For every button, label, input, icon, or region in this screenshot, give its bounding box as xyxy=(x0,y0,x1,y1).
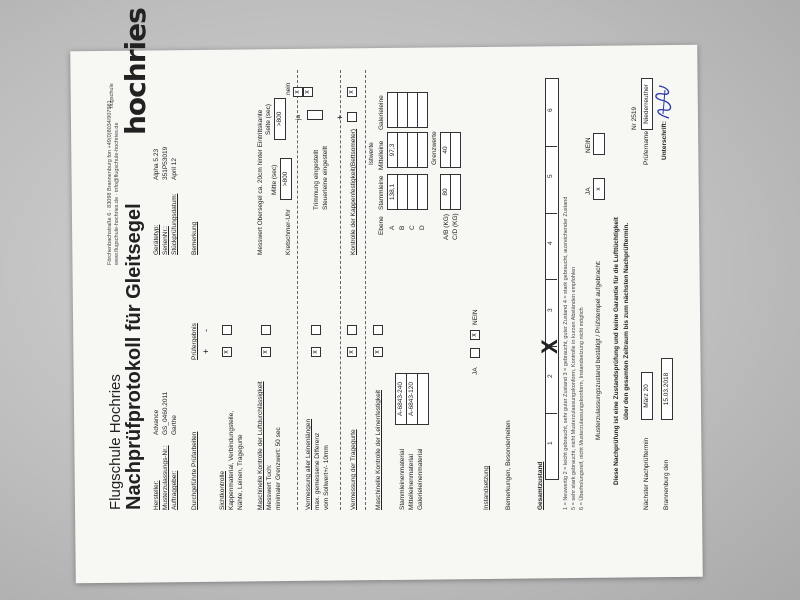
auftraggeber-label: Auftraggeber: xyxy=(171,470,178,510)
geraetetyp-label: Gerätetyp: xyxy=(153,224,160,255)
ab-label: A/B (KG) xyxy=(443,213,450,240)
grenzwerte-label: Grenzwerte xyxy=(431,131,438,165)
sichtkontrolle-minus-checkbox[interactable] xyxy=(222,325,232,335)
instandsetzung-ja-checkbox[interactable] xyxy=(470,348,480,358)
legend-line-1: 1 = Neuwertig 2 = leicht gebraucht, sehr guter Zustand 3 = gebraucht, guter Zustand 4 = stark gebraucht, ausreichender Zustand xyxy=(563,196,569,510)
stamm-d-cell[interactable] xyxy=(417,174,428,210)
luft-line1: Messwert Tuch: xyxy=(266,464,273,510)
scale-6[interactable]: 6 xyxy=(547,108,554,112)
mitte-value-field[interactable]: >800 xyxy=(280,158,292,200)
stamm-a-cell[interactable]: 138,1 xyxy=(387,174,398,210)
stammleinen-label: Stammleinenmaterial xyxy=(399,448,406,510)
galerie-d-cell[interactable] xyxy=(417,92,428,128)
leinen-line2: vom Sollwert+/- 10mm xyxy=(323,445,330,510)
trage-minus-checkbox[interactable] xyxy=(347,325,357,335)
hersteller-value: Advance xyxy=(153,409,160,435)
rotated-protocol-document xyxy=(85,8,687,540)
musterzulassung-label: Musterzulassungs-Nr.: xyxy=(162,445,169,510)
auftraggeber-value: Garthe xyxy=(171,415,178,435)
scale-divider-4 xyxy=(545,213,557,214)
instandsetzung-nein-label: NEIN xyxy=(472,309,479,325)
festigkeit-title: Kontrolle der Kappenfestigkeit(Bettsometer) xyxy=(350,128,357,255)
scale-divider-5 xyxy=(545,146,557,147)
seriennr-label: SerienNr.: xyxy=(162,226,169,255)
trimmung-ja-checkbox[interactable] xyxy=(307,110,323,120)
festigkeit-minus-checkbox[interactable]: x xyxy=(347,87,357,97)
geraetetyp-value: Alpha 5.23 xyxy=(153,148,160,180)
scale-4[interactable]: 4 xyxy=(547,241,554,245)
scale-3[interactable]: 3 xyxy=(547,308,554,312)
scale-2[interactable]: 2 xyxy=(547,374,554,378)
trimmung-nein-checkbox[interactable]: x xyxy=(293,87,303,97)
legend-line-3: 6 = Überholungsreif, nicht Musterzulassungskonform, Instandsetzung nicht möglich xyxy=(579,307,585,510)
grenz-value-cell[interactable]: 40 xyxy=(440,132,451,168)
separator-2 xyxy=(340,70,341,510)
nr-label: Nr 2519 xyxy=(631,106,638,130)
steuer-label: Steuerleine eingestellt xyxy=(322,146,329,210)
trage-title: Vermessung der Tragegurte xyxy=(350,429,357,510)
ergebnis-heading: Prüfergebnis xyxy=(191,323,198,360)
sichtkontrolle-line2: Nähte, Leinen, Tragegurte xyxy=(237,434,244,510)
brannenburg-label: Brannenburg den xyxy=(663,459,670,510)
steuer-nein-checkbox[interactable]: x xyxy=(303,87,313,97)
stueckpruefung-label: Stückprüfungsdatum: xyxy=(171,193,178,255)
address-line-1: Förchenbachstraße 6 · 83098 Brannenburg fon +49(0)8034/907981 xyxy=(107,100,113,265)
stueckpruefung-value: April 12 xyxy=(171,157,178,180)
nein-label: nein xyxy=(285,82,292,95)
trimmung-label: Trimmung eingestellt xyxy=(313,149,320,210)
seite-label: Seite (sec) xyxy=(265,103,272,135)
seriennr-value: 351P53019 xyxy=(162,146,169,180)
row-c-label: C xyxy=(409,225,416,230)
naechster-label: Nächster Nachprüftermin xyxy=(643,437,650,510)
festigkeit-plus-checkbox[interactable] xyxy=(347,112,357,122)
ab-value-cell[interactable]: 80 xyxy=(440,174,451,210)
footer-ja-label: JA xyxy=(585,187,592,195)
leinen-fest-plus-checkbox[interactable]: x xyxy=(373,347,383,357)
instandsetzung-ja-label: JA xyxy=(472,367,479,375)
istwerte-header: Istwerte xyxy=(368,142,375,165)
cd-label: C/D (KG) xyxy=(452,213,459,240)
scale-5[interactable]: 5 xyxy=(547,174,554,178)
minus-heading: - xyxy=(201,329,211,332)
naechster-value[interactable]: März 20 xyxy=(641,372,653,420)
scale-divider-3 xyxy=(545,279,557,280)
seite-value-field[interactable]: >800 xyxy=(274,98,286,140)
disclaimer-line-2: über den gesamten Zeitraum bis zum nächsten Nachprüftermin. xyxy=(623,222,630,420)
pruefername-value[interactable]: Niederreuther xyxy=(641,78,653,130)
row-a-label: A xyxy=(389,225,396,230)
musterzulassung-value: GS_0460.2011 xyxy=(162,391,169,435)
signature-scribble xyxy=(651,82,677,122)
galerieleine-header: Galerieleine xyxy=(378,95,385,130)
sichtkontrolle-title: Sichtkontrolle xyxy=(219,470,226,510)
plus-heading: + xyxy=(201,348,211,354)
sichtkontrolle-line1: Kappenmaterial, Verbindungsteile, xyxy=(228,410,235,510)
bemerkungen-label: Bemerkungen, Besonderheiten xyxy=(505,420,512,510)
mittelleine-header: Mittelleine xyxy=(378,140,385,170)
footer-ja-checkbox[interactable]: x xyxy=(593,178,605,200)
luft-note: Messwert Obersegel ca. 20cm hinter Eintrittskante xyxy=(257,109,264,255)
musterzulassung-text: Musterzulassungszustand bestätigt / Prüfstempel aufgebracht: xyxy=(595,260,602,440)
luft-plus-checkbox[interactable]: x xyxy=(261,347,271,357)
instandsetzung-label: Instandsetzung xyxy=(483,465,490,510)
festigkeit-plus-sign: + xyxy=(335,114,345,120)
pruefername-label: Prüfername xyxy=(643,131,650,165)
gesamtzustand-selected-mark: X xyxy=(537,339,562,354)
hersteller-label: Hersteller: xyxy=(153,480,160,510)
document-title: Nachprüfprotokoll für Gleitsegel xyxy=(123,203,145,510)
bemerkung-heading: Bemerkung xyxy=(191,221,198,255)
luft-minus-checkbox[interactable] xyxy=(261,325,271,335)
row-b-label: B xyxy=(399,225,406,230)
sichtkontrolle-plus-checkbox[interactable]: x xyxy=(222,347,232,357)
brannenburg-value[interactable]: 15.03.2018 xyxy=(661,358,673,420)
scale-divider-1 xyxy=(545,413,557,414)
luft-line2: minimaler Grenzwert: 50 sec xyxy=(275,427,282,510)
leinen-minus-checkbox[interactable] xyxy=(311,325,321,335)
row-d-label: D xyxy=(419,225,426,230)
mittel-label: Mittelleinenmaterial xyxy=(408,454,415,510)
stamm-material-2[interactable]: A-6843-120 xyxy=(406,373,418,425)
school-name: Flugschule Hochries xyxy=(107,374,124,510)
leinen-fest-title: Maschinelle Kontrolle der Leinenfestigkeit xyxy=(375,390,382,510)
logo-small-text: flugschule xyxy=(109,83,115,108)
ja-label: ja xyxy=(295,114,302,120)
leinen-plus-checkbox[interactable]: x xyxy=(311,347,321,357)
separator-1 xyxy=(297,70,298,510)
legend-line-2: 5 = sehr stark gebraucht, nicht Musterzulassungskonform, Kontrolle in kurzen Abständen empfohlen xyxy=(571,266,577,510)
luft-title: Maschinelle Kontrolle der Luftdurchlässigkeit xyxy=(257,381,264,510)
stamm-material-1[interactable]: A-6843-240 xyxy=(395,373,407,425)
mittel-d-cell[interactable] xyxy=(417,132,428,168)
unterschrift-label: Unterschrift: xyxy=(661,120,668,160)
mitte-label: Mitte (sec) xyxy=(271,164,278,195)
leinen-title: Vermessung aller Leinenlängen xyxy=(305,418,312,510)
galerie-label: Galerieleinenmaterial xyxy=(417,448,424,510)
leinen-fest-minus-checkbox[interactable] xyxy=(373,325,383,335)
kretschmer-label: Kretschmer-Uhr xyxy=(285,209,292,255)
instandsetzung-nein-checkbox[interactable]: x xyxy=(470,330,480,340)
arbeiten-heading: Durchgeführte Prüfarbeiten xyxy=(191,431,198,510)
hochries-logo: hochries xyxy=(119,8,152,135)
footer-nein-checkbox[interactable] xyxy=(593,133,605,155)
leinen-line1: max. gemessene Differenz xyxy=(314,432,321,510)
separator-3 xyxy=(365,70,366,510)
address-line-2: www.flugschule-hochries.de · info@flugschule-hochries.de xyxy=(114,122,120,265)
stamm-material-3[interactable] xyxy=(417,373,429,425)
ebene-header: Ebene xyxy=(378,216,385,235)
cd-value-cell[interactable] xyxy=(450,174,461,210)
scale-1[interactable]: 1 xyxy=(547,441,554,445)
gesamtzustand-label: Gesamtzustand xyxy=(537,461,544,510)
mittel-a-cell[interactable]: 97,3 xyxy=(387,132,398,168)
grenz-value-cell-2[interactable] xyxy=(450,132,461,168)
footer-nein-label: NEIN xyxy=(585,137,592,153)
disclaimer-line-1: Diese Nachprüfung ist eine Zustandsprüfung und keine Garantie für die Lufttüchtigkeit xyxy=(613,217,620,485)
trage-plus-checkbox[interactable]: x xyxy=(347,347,357,357)
stammleine-header: Stammleine xyxy=(378,175,385,210)
